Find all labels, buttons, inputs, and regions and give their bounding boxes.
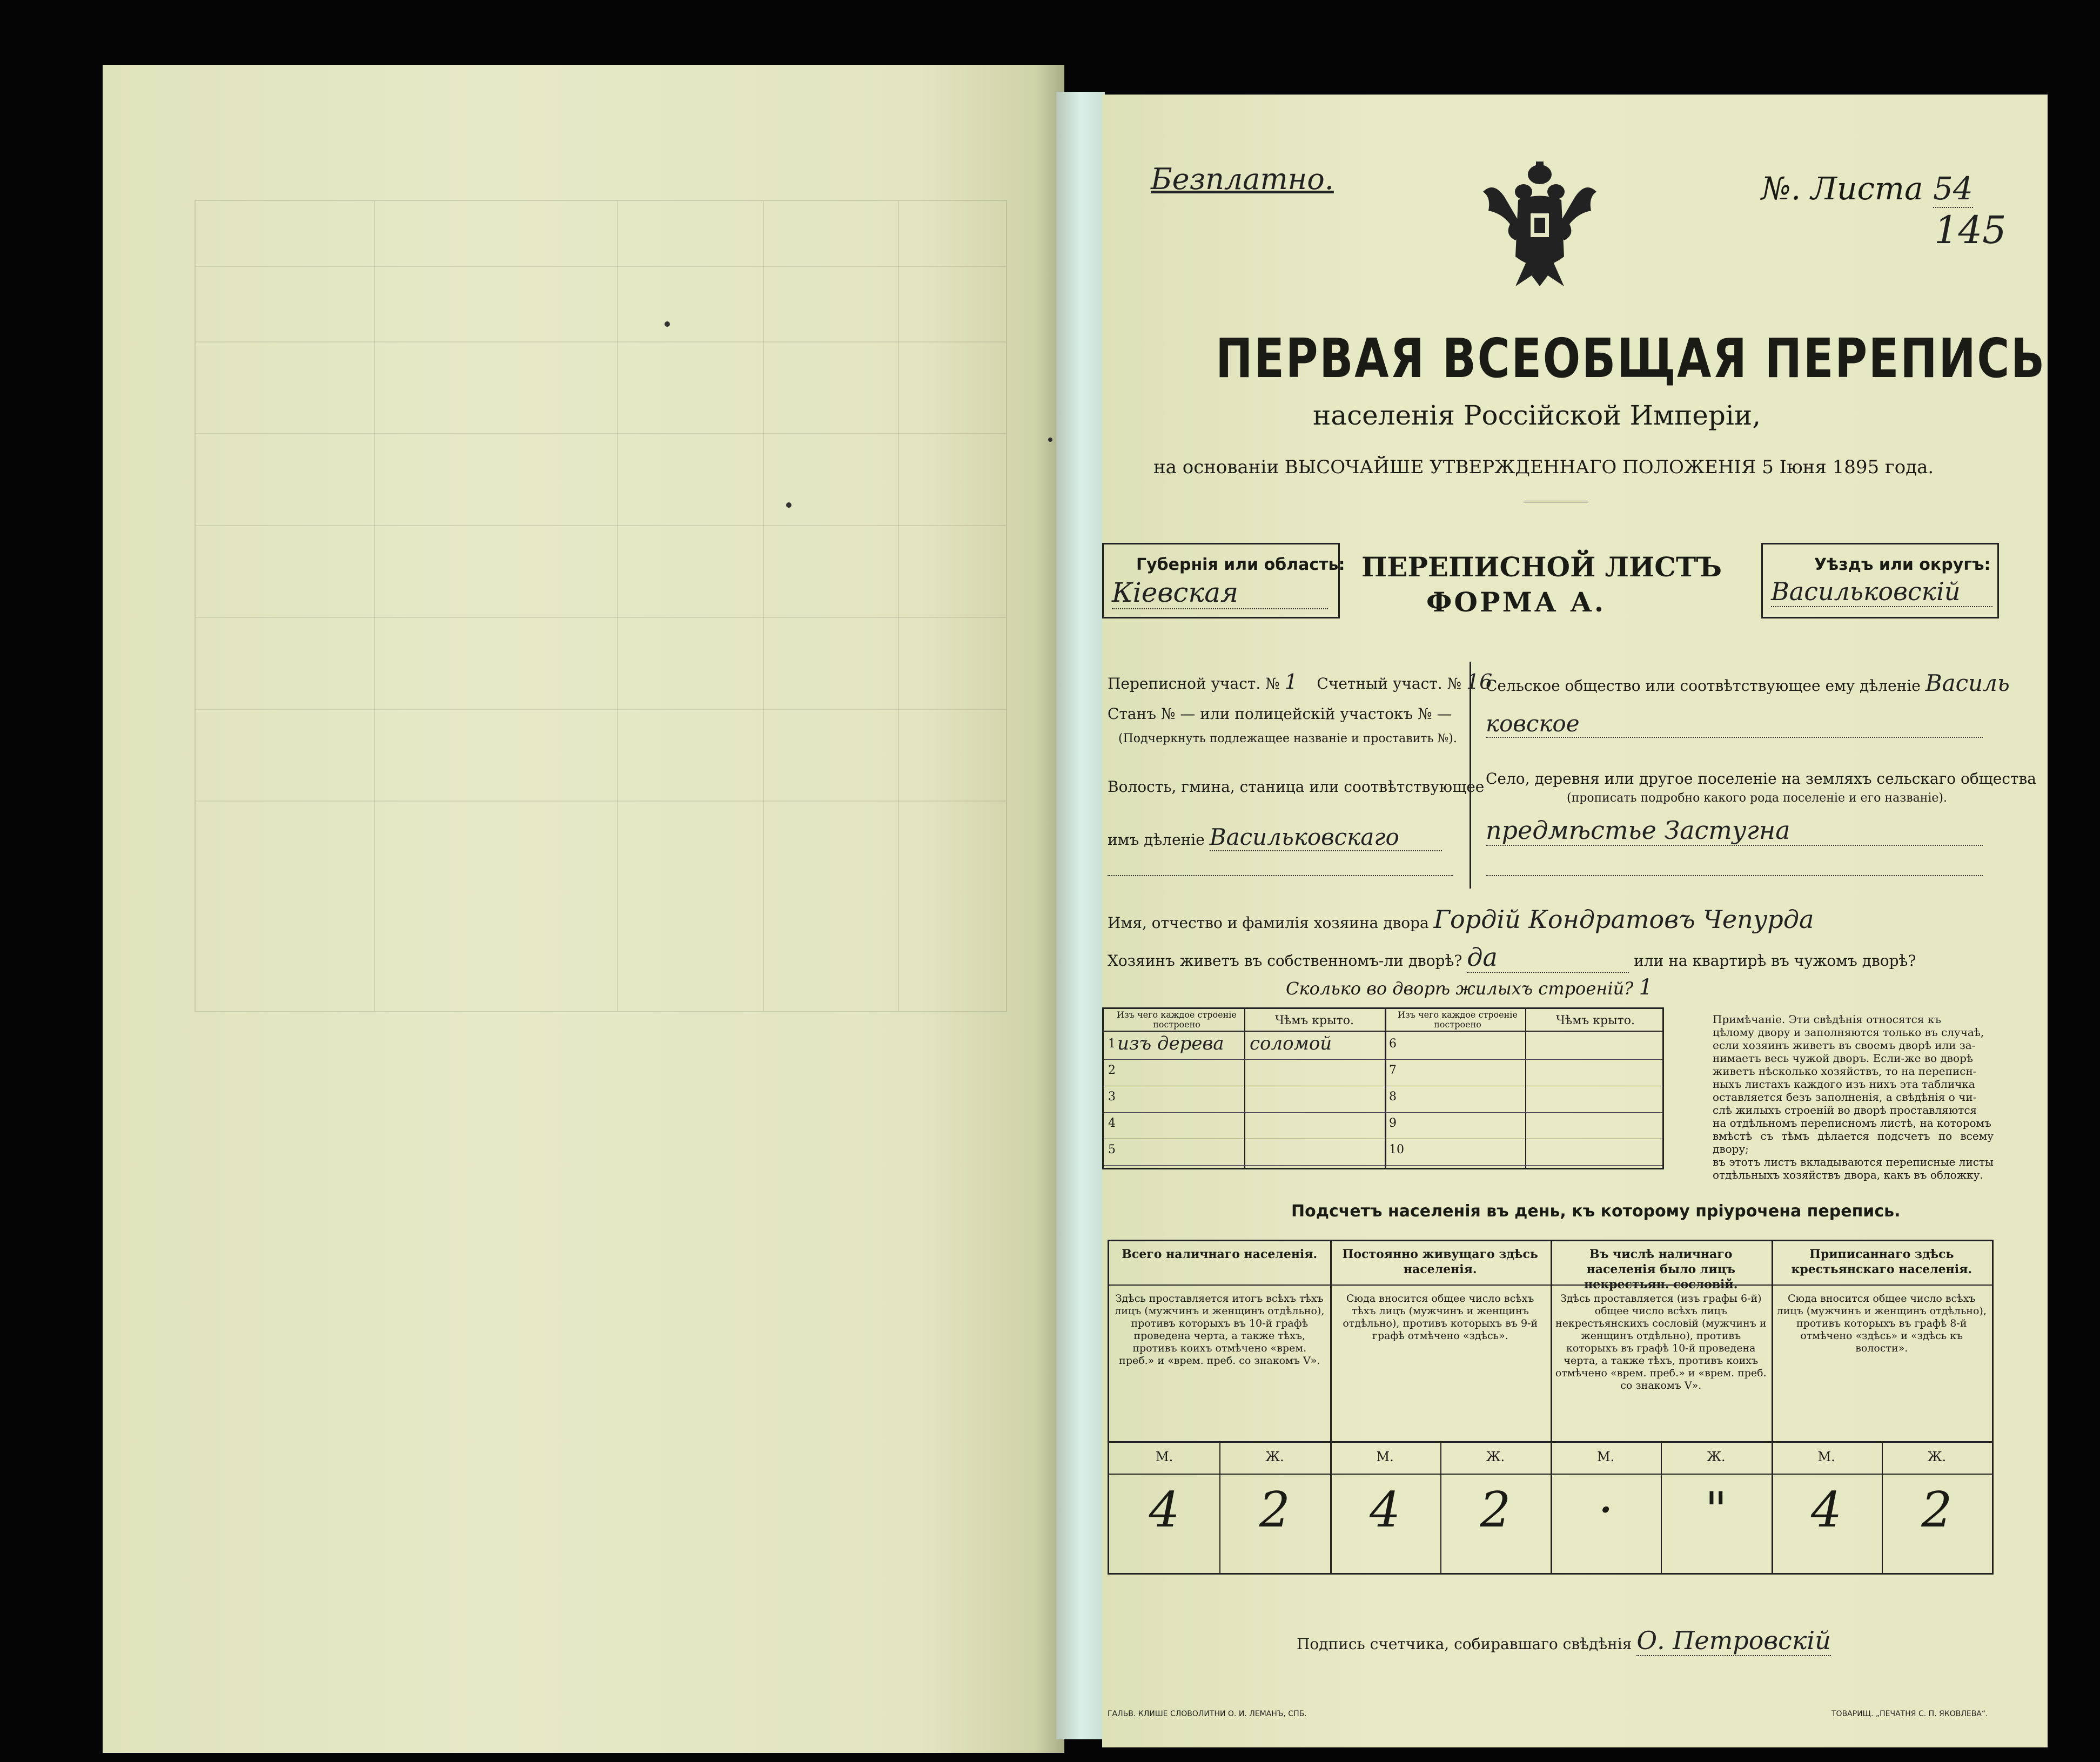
row-number: 9: [1389, 1117, 1397, 1130]
count-col-title: Приписаннаго здѣсь крестьянскаго населенія.: [1791, 1247, 1972, 1276]
ghost-line: [196, 525, 1006, 526]
building-roof: соломой: [1250, 1033, 1332, 1054]
rented-label: или на квартирѣ въ чужомъ дворѣ?: [1634, 952, 1916, 970]
footnote: [1713, 1013, 1994, 1181]
stan-label: Станъ №: [1108, 705, 1176, 723]
ornament-divider: [1524, 501, 1588, 502]
uezd-label: Уѣздъ или округъ:: [1814, 555, 1991, 574]
footnote-line: въ этотъ листъ вкладываются переписные листы: [1713, 1155, 1994, 1168]
dotted-line: [1486, 875, 1983, 876]
footnote-line: Примѣчаніе. Эти свѣдѣнія относятся къ: [1713, 1013, 1942, 1026]
male-count: 4: [1149, 1482, 1180, 1538]
row-number: 8: [1389, 1090, 1397, 1104]
row-number: 3: [1108, 1090, 1116, 1104]
free-label: Безплатно.: [1151, 162, 1334, 196]
count-col-title: Въ числѣ наличнаго населенія было лицъ некрестьян. сословій.: [1584, 1247, 1738, 1292]
buildings-field: [1286, 975, 1653, 1000]
population-count-table: [1108, 1240, 1994, 1575]
male-label: М.: [1597, 1449, 1615, 1464]
footnote-line: на отдѣльномъ переписномъ листѣ, на которомъ: [1713, 1117, 1991, 1129]
footnote-line: оставляется безъ заполненія, а свѣдѣнія о чи-: [1713, 1091, 1977, 1104]
male-label: М.: [1156, 1449, 1173, 1464]
footnote-line: слѣ жилыхъ строеній во дворѣ проставляются: [1713, 1104, 1977, 1117]
count-row-divider: [1109, 1474, 1992, 1475]
ghost-line: [196, 341, 1006, 342]
volost-label: Волость, гмина, станица или соотвѣтствующее: [1108, 778, 1485, 796]
female-count: 2: [1259, 1482, 1290, 1538]
signature-label: Подпись счетчика, собиравшаго свѣдѣнія: [1297, 1635, 1632, 1653]
dotted-line: [1108, 875, 1453, 876]
society-value-2: ковское: [1486, 710, 1983, 738]
owner-value: Гордій Кондратовъ Чепурда: [1433, 905, 1814, 934]
underline-note: (Подчеркнуть подлежащее названіе и проставить №).: [1118, 732, 1457, 745]
speck: [786, 502, 791, 508]
binding-gutter: [1056, 92, 1105, 1739]
double-headed-eagle-emblem: [1472, 159, 1607, 289]
sheet-number-label: №. Листа: [1761, 170, 1923, 207]
ghost-line: [374, 201, 375, 1011]
footnote-line: отдѣльныхъ хозяйствъ двора, какъ въ обложку.: [1713, 1168, 1983, 1181]
footnote-line: живетъ нѣсколько хозяйствъ, то на переписн-: [1713, 1065, 1977, 1078]
female-label: Ж.: [1486, 1449, 1505, 1464]
male-label: М.: [1817, 1449, 1835, 1464]
buildings-table: [1102, 1007, 1664, 1169]
ghost-line: [196, 433, 1006, 434]
building-material: изъ дерева: [1117, 1033, 1224, 1054]
owner-label: Имя, отчество и фамилія хозяина двора: [1108, 914, 1429, 932]
society-field: [1486, 670, 2010, 696]
bleed-through-table: [194, 200, 1007, 1012]
male-label: М.: [1376, 1449, 1394, 1464]
count-col-title: Постоянно живущаго здѣсь населенія.: [1342, 1247, 1538, 1276]
table-row-divider: [1104, 1059, 1385, 1060]
count-heading: Подсчетъ населенія въ день, къ которому пріурочена перепись.: [1291, 1202, 1901, 1221]
census-basis: на основаніи ВЫСОЧАЙШЕ УТВЕРЖДЕННАГО ПОЛОЖЕНІЯ 5 Іюня 1895 года.: [1153, 456, 1934, 478]
gubernia-label: Губернія или область:: [1136, 555, 1345, 574]
speck: [665, 321, 670, 327]
village-label: Село, деревня или другое поселеніе на земляхъ сельскаго общества: [1486, 770, 2036, 788]
uezd-value: Васильковскій: [1771, 577, 1992, 607]
printer-left: ГАЛЬВ. КЛИШЕ СЛОВОЛИТНИ О. И. ЛЕМАНЪ, СПБ.: [1108, 1710, 1307, 1718]
row-number: 10: [1389, 1143, 1404, 1156]
female-label: Ж.: [1707, 1449, 1726, 1464]
footnote-line: ныхъ листахъ каждого изъ нихъ эта табличка: [1713, 1078, 1975, 1091]
count-district-label: Счетный участ. №: [1317, 675, 1462, 692]
own-yard-label: Хозяинъ живетъ въ собственномъ-ли дворѣ?: [1108, 952, 1462, 970]
stan-value: —: [1180, 705, 1196, 723]
table-row-divider: [1104, 1165, 1385, 1166]
volost-field: [1108, 824, 1442, 851]
row-number: 1: [1108, 1037, 1116, 1051]
footnote-line: цѣлому двору и заполняются только въ случаѣ,: [1713, 1026, 1984, 1039]
ghost-line: [196, 801, 1006, 802]
left-page: [103, 65, 1064, 1753]
footnote-line: вмѣстѣ съ тѣмъ дѣлается подсчетъ по всему двору;: [1713, 1129, 1994, 1155]
census-district-label: Переписной участ. №: [1108, 675, 1280, 692]
col-material-header: Изъ чего каждое строеніе построено: [1117, 1010, 1237, 1030]
field-divider: [1470, 662, 1471, 889]
row-number: 4: [1108, 1117, 1116, 1130]
row-number: 6: [1389, 1037, 1397, 1051]
table-row-divider: [1385, 1112, 1662, 1113]
male-count: 4: [1369, 1482, 1401, 1538]
male-count: ·: [1598, 1482, 1614, 1538]
count-col-description: Сюда вносится общее число всѣхъ тѣхъ лицъ (мужчинъ и женщинъ отдѣльно), противъ которыхъ въ 9-й графѣ отмѣчено «здѣсь».: [1343, 1293, 1538, 1342]
count-row-divider: [1109, 1441, 1992, 1443]
buildings-value: 1: [1639, 975, 1653, 1000]
sheet-number-field: [1761, 170, 1973, 207]
village-value: предмѣстье Застугна: [1486, 816, 1983, 846]
table-row-divider: [1385, 1165, 1662, 1166]
row-number: 7: [1389, 1064, 1397, 1077]
census-subtitle: населенія Россійской Имперіи,: [1313, 400, 1761, 431]
police-value: —: [1437, 705, 1452, 723]
gubernia-box: [1102, 543, 1345, 618]
own-yard-value: да: [1467, 943, 1629, 973]
volost-label-2: имъ дѣленіе: [1108, 831, 1205, 849]
col-roof-header: Чѣмъ крыто.: [1555, 1014, 1635, 1027]
stan-field: [1108, 705, 1452, 723]
table-divider: [1104, 1031, 1662, 1032]
uezd-box: [1761, 543, 1999, 618]
count-col-description: Сюда вносится общее число всѣхъ лицъ (мужчинъ и женщинъ отдѣльно), противъ которыхъ въ графѣ 8-й отмѣчено «здѣсь» и «здѣсь къ волости».: [1776, 1293, 1987, 1354]
archive-corner-number: 145: [1934, 208, 2007, 252]
village-note: (прописать подробно какого рода поселеніе и его названіе).: [1567, 791, 1947, 805]
volost-value: Васильковскаго: [1210, 824, 1442, 851]
count-col-description: Здѣсь проставляется (изъ графы 6-й) общее число всѣхъ лицъ некрестьянскихъ сословій (мужчинъ и женщинъ отдѣльно), противъ которыхъ въ графѣ 10-й проведена черта, а также тѣхъ, противъ коихъ отмѣчено «врем. преб.» и «врем. преб. со знакомъ V».: [1555, 1293, 1767, 1391]
signature-field: [1297, 1626, 1831, 1656]
signature-value: О. Петровскій: [1636, 1626, 1831, 1655]
form-label: ФОРМА А.: [1426, 586, 1606, 618]
census-title: ПЕРВАЯ ВСЕОБЩАЯ ПЕРЕПИСЬ: [1216, 327, 2046, 390]
speck: [1048, 438, 1052, 442]
gubernia-value: Кіевская: [1112, 577, 1328, 609]
col-roof-header: Чѣмъ крыто.: [1274, 1014, 1354, 1027]
ghost-line: [196, 709, 1006, 710]
col-material-header: Изъ чего каждое строеніе построено: [1398, 1010, 1518, 1030]
count-col-description: Здѣсь проставляется итогъ всѣхъ тѣхъ лицъ (мужчинъ и женщинъ отдѣльно), противъ которыхъ въ 10-й графѣ проведена черта, а также тѣхъ, противъ коихъ отмѣчено «врем. преб.» и «врем. преб. со знакомъ V».: [1115, 1293, 1325, 1367]
footnote-line: нимаетъ весь чужой дворъ. Если-же во дворѣ: [1713, 1052, 1973, 1065]
footnote-line: если хозяинъ живетъ въ своемъ дворѣ или за-: [1713, 1039, 1976, 1052]
sheet-title: ПЕРЕПИСНОЙ ЛИСТЪ: [1361, 551, 1722, 583]
count-col-title: Всего наличнаго населенія.: [1122, 1247, 1318, 1261]
female-label: Ж.: [1927, 1449, 1947, 1464]
row-number: 2: [1108, 1064, 1116, 1077]
police-label: или полицейскій участокъ №: [1200, 705, 1432, 723]
ghost-line: [196, 266, 1006, 267]
male-count: 4: [1810, 1482, 1842, 1538]
sheet-number-value: 54: [1933, 170, 1973, 207]
ghost-line: [617, 201, 618, 1011]
census-district-value: 1: [1284, 670, 1298, 694]
count-row-divider: [1109, 1284, 1992, 1286]
own-yard-field: [1108, 943, 1916, 973]
table-row-divider: [1385, 1059, 1662, 1060]
female-count: 2: [1480, 1482, 1511, 1538]
society-value-1: Василь: [1925, 670, 2010, 696]
female-label: Ж.: [1265, 1449, 1284, 1464]
census-district-field: [1108, 670, 1492, 694]
female-count: ": [1705, 1482, 1728, 1538]
female-count: 2: [1921, 1482, 1953, 1538]
table-divider: [1385, 1009, 1386, 1168]
society-label: Сельское общество или соотвѣтствующее ему дѣленіе: [1486, 677, 1921, 695]
printer-right: ТОВАРИЩ. „ПЕЧАТНЯ С. П. ЯКОВЛЕВА“.: [1831, 1710, 1988, 1718]
owner-field: [1108, 905, 1814, 934]
ghost-line: [196, 617, 1006, 618]
table-divider: [1525, 1009, 1526, 1168]
count-district-value: 16: [1466, 670, 1493, 694]
row-number: 5: [1108, 1143, 1116, 1156]
table-row-divider: [1104, 1112, 1385, 1113]
census-form-page: [1102, 95, 2048, 1747]
buildings-label: Сколько во дворѣ жилыхъ строеній?: [1286, 978, 1634, 999]
ghost-line: [898, 201, 899, 1011]
table-divider: [1244, 1009, 1245, 1168]
ghost-line: [763, 201, 764, 1011]
